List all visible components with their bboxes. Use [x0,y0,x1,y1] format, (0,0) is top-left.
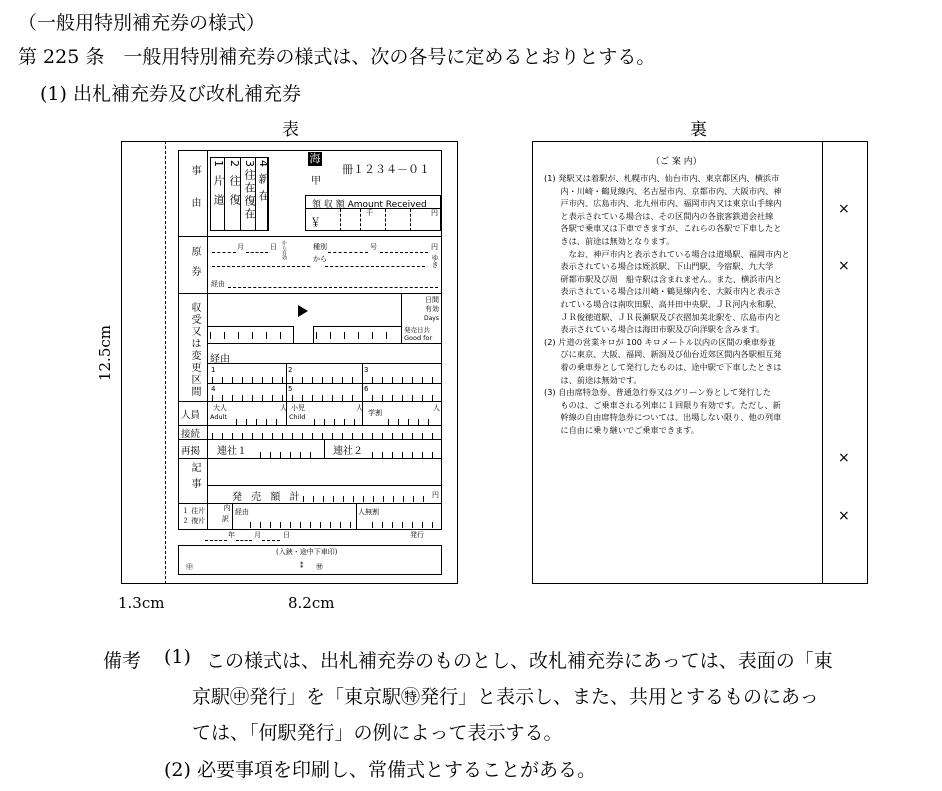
label-genken: 原券 [189,246,200,286]
yen-unit-2: 円 [431,243,438,251]
stamp-label: (入鋏・途中下車印) [276,548,338,556]
label-setsuzoku: 接続 [181,429,201,440]
dim-height: 12.5cm [96,325,114,382]
adult-label: 大人 [213,404,227,412]
route-3: 3 [364,366,369,374]
label-saikei: 再掲 [181,446,201,457]
heading: （一般用特別補充券の様式） [18,12,266,34]
article-text: 第 225 条 一般用特別補充券の様式は、次の各号に定めるとおりとする。 [18,46,656,68]
keiyu3-label: 経由 [235,508,249,516]
notice-line: ものは、ご乗車される列車に１回限り有効です。ただし、新 [544,399,781,410]
yen-unit: 円 [431,209,438,217]
option-ofuku-zai: 3往在復在 [243,160,256,221]
notice-line: 幹線の自由席特急券については、出場しない限り、他の列車 [544,412,782,423]
notice-line: 表示されている場合は海田市駅及び向洋駅を含みます。 [544,324,765,335]
student-label: 学割 [368,409,382,417]
label-jinin: 人員 [181,410,201,421]
seal-mark-1: ㊥ [186,563,193,571]
kara-label: から [313,255,327,263]
notice-line: は、前途は無効です。 [544,374,642,385]
dim-width: 8.2cm [288,594,335,612]
uchiwake-label: 内 [223,504,231,511]
notice-line: なお、神戸市内と表示されている場合は道場駅、福岡市内と [544,248,790,259]
uchiwake-label-2: 訳 [222,515,229,523]
year-label: 年 [228,531,235,539]
notice-line: びに東京、大阪、福岡、新潟及び仙台近郊区間内各駅相互発 [544,349,782,360]
remark-1-line2: 京駅㊥発行」を「東京駅㊕発行」と表示し、また、共用とするものにあっ [192,686,819,708]
notice-line: 各駅で乗車又は下車できますが、これらの各駅で下車したと [544,223,782,234]
notice-title: （ご 案 内） [651,157,702,167]
route-6: 6 [364,385,369,393]
notice-line: と表示されている場合は、その区間内の各旅客鉄道会社線 [544,210,774,221]
otsu-mark: 甲 [311,176,321,187]
dim-left: 1.3cm [118,594,165,612]
scissors-icon: ⁑ [300,562,304,570]
company-logo: 海 [309,152,321,165]
hatsubi-label: 発売日共 [404,326,430,334]
notice-line: (3) 自由席特急券、普通急行券又はグリーン券として発行した [544,387,771,398]
notice-line: 表示されている場合は川崎・鶴見線内を、大阪市内と表示さ [544,286,782,297]
notice-body [544,172,820,436]
front-label: 表 [282,120,299,140]
month-label: 月 [237,243,244,251]
nichikan-label: 日間有効 [425,296,439,313]
notice-line: 研都市駅及び周 船寺駅は含まれません。また、横浜市内と [544,273,782,284]
x-mark: × [838,258,850,274]
option-shinzai: 4新在 [257,160,270,207]
shubetsu-label: 種別 [313,243,327,251]
route-4: 4 [211,385,216,393]
yuki-label: ゆき [431,254,439,268]
yen-mark: ￥ [310,216,321,229]
x-mark: × [838,508,850,524]
notice-line: に自由に乗り継いでご乗車できます。 [544,424,699,435]
notice-line: ＪＲ俊徳道駅、ＪＲ長瀬駅及び衣摺加美北駅を、広島市内と [544,311,782,322]
notice-line: 着の乗車券として発行したものは、途中駅で下車したときは [544,361,782,372]
label-jiyu: 事由 [189,165,200,229]
option-ofuku: 2往復 [228,160,241,213]
uchiwake-1: １ 往片 [182,507,206,515]
remark-1-line3: ては、「何駅発行」の例によって表示する。 [192,722,563,744]
days-label: Days [424,315,439,322]
remark-1-number: (1) [164,646,191,668]
remarks-label: 備考 [103,650,142,672]
child-nin: 人 [356,404,363,412]
back-divider [822,141,823,584]
child-label: 小児 [291,404,305,412]
thousand-mark: 千 [366,209,373,217]
hatsubai-total-label: 発 売 額 計 [232,492,303,503]
adult-nin: 人 [280,404,287,412]
notice-line: 表示されている場合は姪浜駅、下山門駅、今宿駅、九大学 [544,261,774,272]
option-katamichi: 1片道 [212,160,225,213]
notice-line: 内・川崎・鶴見線内、名古屋市内、京都市内、大阪市内、神 [544,185,782,196]
day2-label: 日 [283,531,290,539]
child-en-label: Child [289,413,306,421]
route-2: 2 [288,366,293,374]
x-mark: × [838,201,850,217]
serial-number: 冊１２３４－０１ [342,163,430,176]
route-1: 1 [211,366,216,374]
adult-en-label: Adult [210,413,227,421]
rensha1-label: 連社１ [217,446,247,457]
issue-label: 発行 [410,531,424,539]
month2-label: 月 [254,531,261,539]
x-mark: × [838,450,850,466]
go-label: 号 [370,243,377,251]
notice-line: (2) 片道の営業キロが 100 キロメートル以内の区間の乗車券並 [544,336,776,347]
notice-line: (1) 発駅又は着駅が、札幌市内、仙台市内、東京都区内、横浜市 [544,173,780,183]
amount-received-label: 領 収 額 Amount Received [312,200,427,210]
rensha2-label: 連社２ [333,446,363,457]
perforation-line [165,141,166,584]
label-kiji: 記事 [189,462,200,494]
remark-2: (2) 必要事項を印刷し、常備式とすることがある。 [164,759,596,781]
label-column-line [207,150,208,530]
direction-arrow-icon [298,305,308,317]
good-for-label: Good for [404,334,433,342]
yen-unit-3: 円 [432,491,439,499]
back-label: 裏 [690,120,707,140]
notice-line: 戸市内、広島市内、北九州市内、福岡市内又は東京山手線内 [544,198,782,209]
muryo-label: 人無割 [358,508,379,516]
item1-title: (1) 出札補充券及び改札補充券 [40,83,301,105]
seal-mark-2: ㊕ [316,563,323,571]
remark-1-line1: この様式は、出札補充券のものとし、改札補充券にあっては、表面の「東 [206,650,833,672]
uchiwake-2: ２ 復片 [182,517,206,525]
student-nin: 人 [433,404,440,412]
keiyu-label: 経由 [211,280,225,288]
day-label: 日 [270,243,277,251]
route-5: 5 [288,385,293,393]
valid-from: から有効 [281,240,287,260]
notice-line: れている場合は南吹田駅、高井田中央駅、ＪＲ河内永和駅、 [544,298,782,309]
keiyu2-label: 経由 [210,354,230,365]
label-shuju: 収受又は変更区間 [189,302,200,398]
notice-line: きは、前途は無効となります。 [544,235,675,246]
